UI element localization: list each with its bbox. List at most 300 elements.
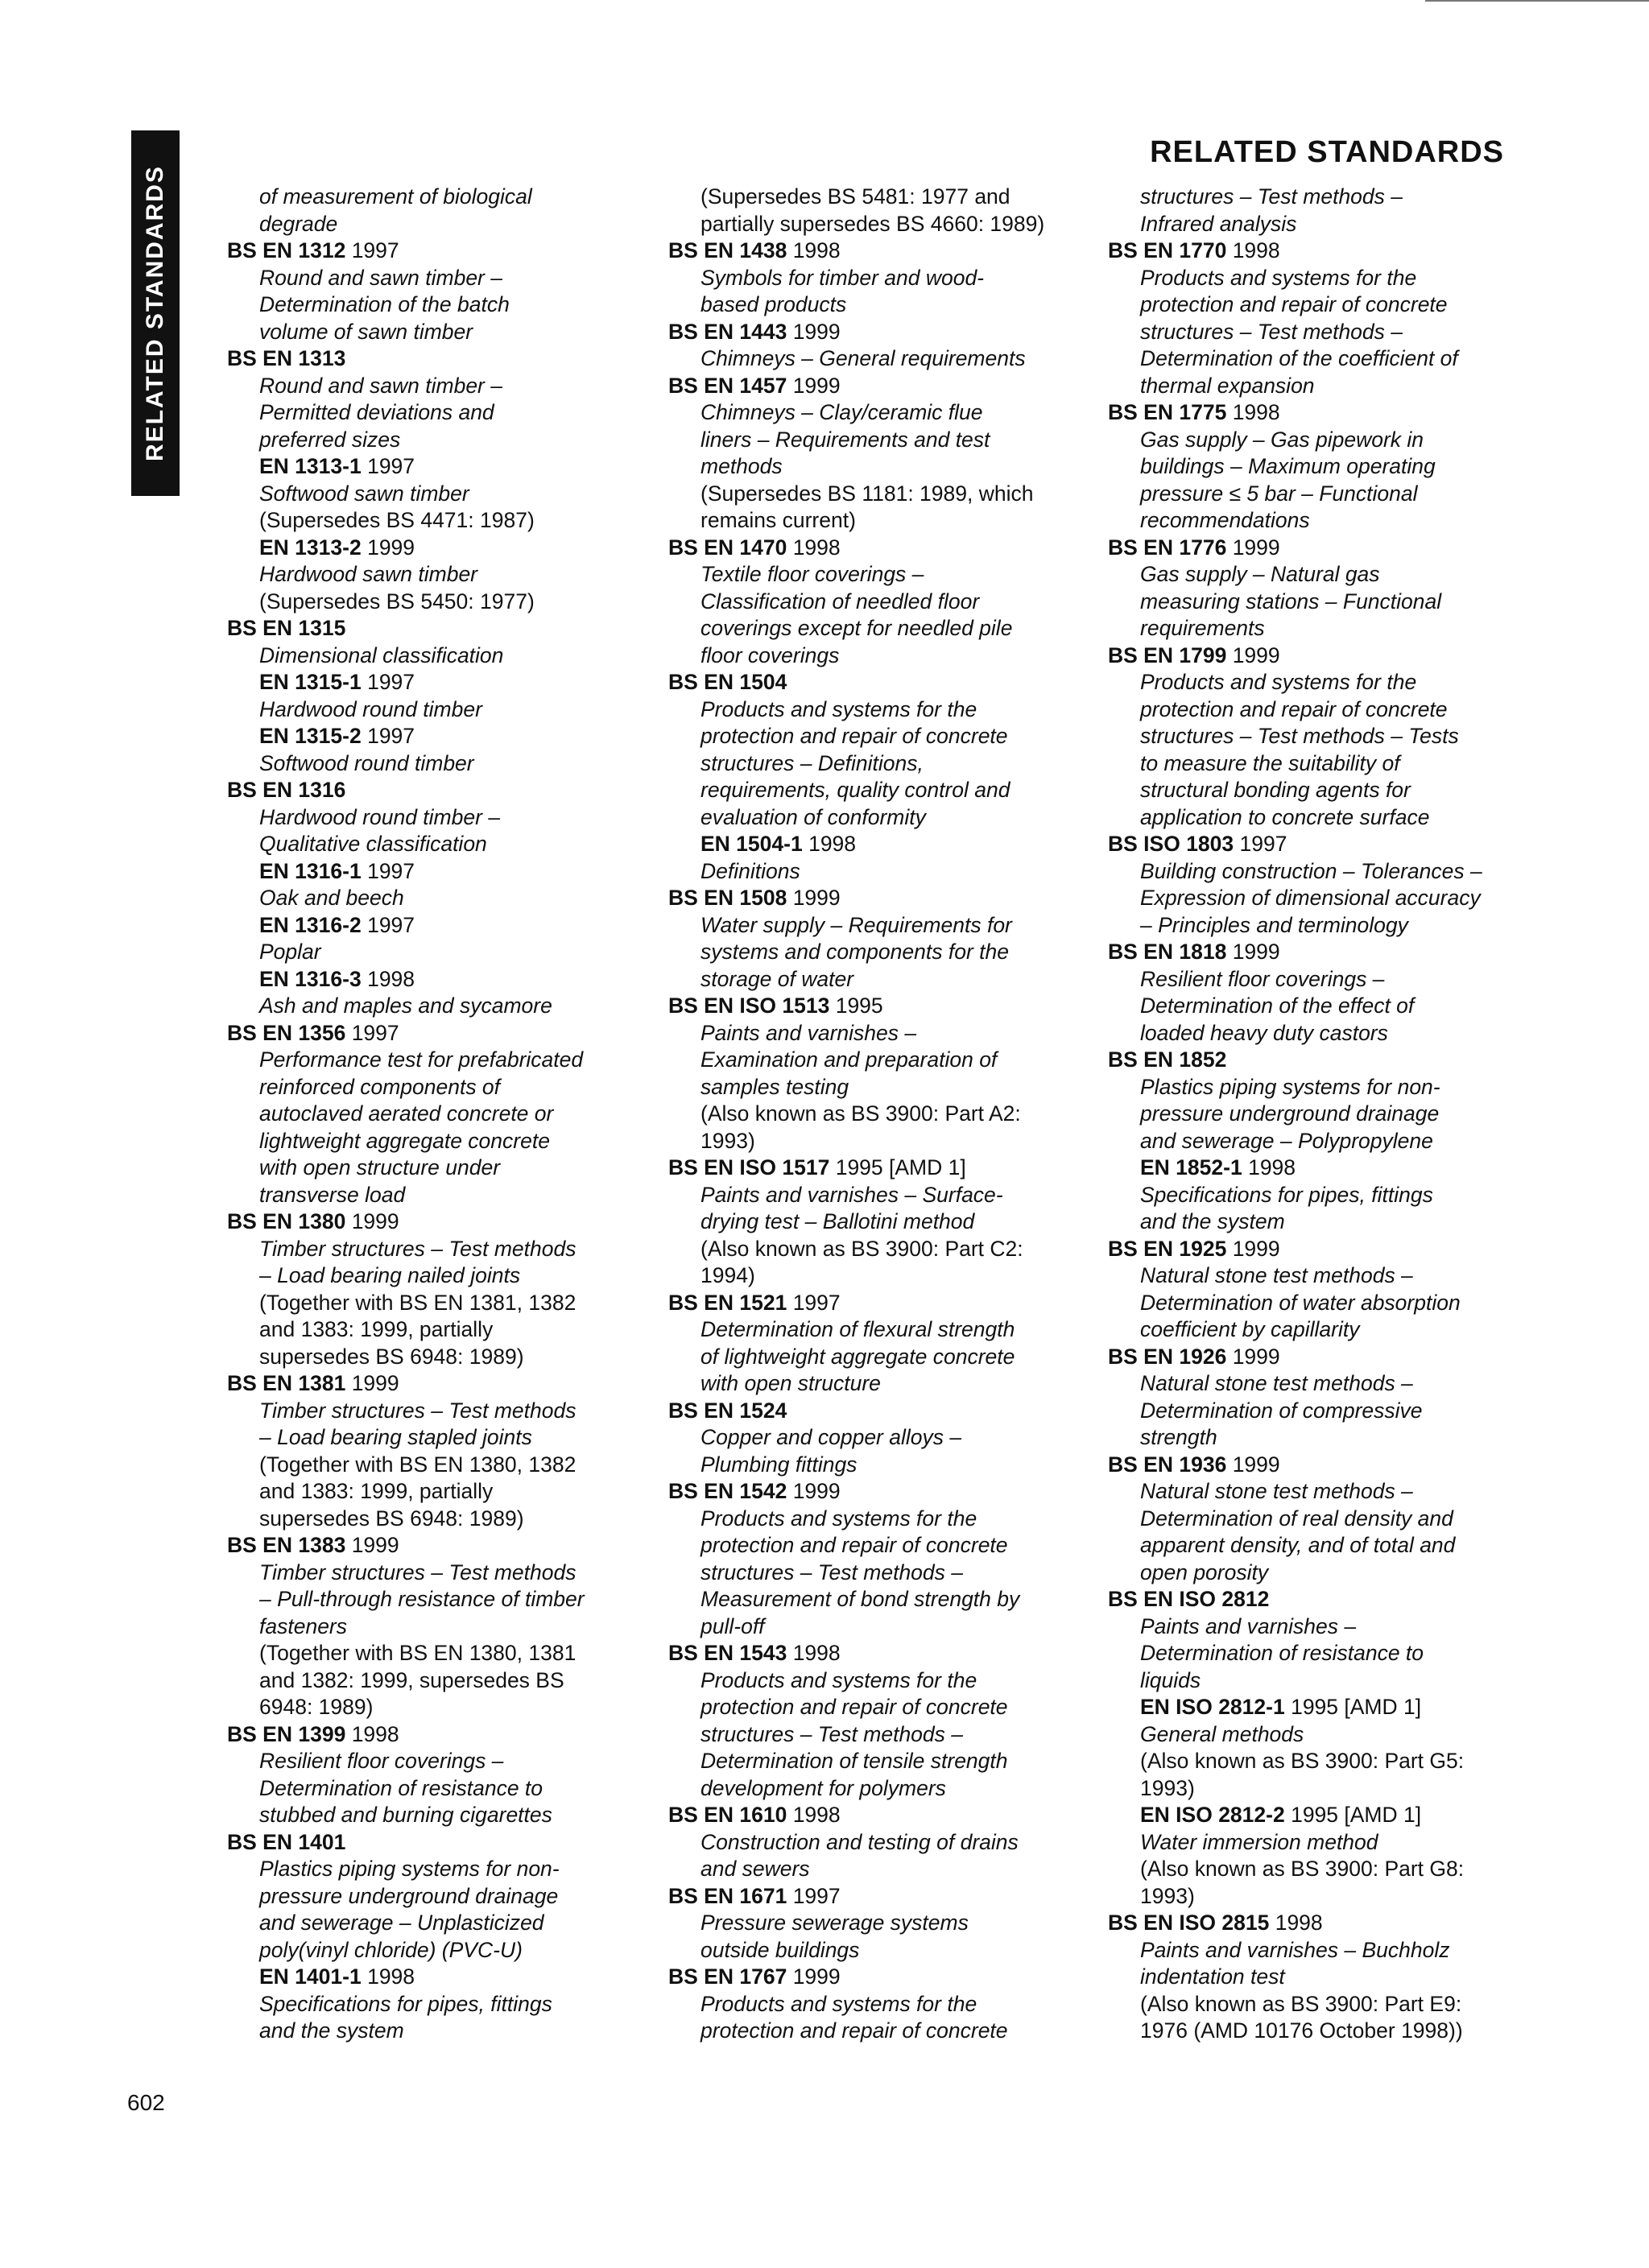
standard-description: Determination of the batch: [259, 292, 510, 316]
standard-description: Determination of flexural strength: [701, 1317, 1015, 1341]
standard-note: 1993): [701, 1128, 755, 1153]
standard-description: Determination of compressive: [1140, 1398, 1423, 1423]
standard-code: BS EN 1776: [1108, 535, 1227, 560]
standard-entry: [227, 1532, 654, 1560]
standard-description: Determination of water absorption: [1140, 1290, 1461, 1315]
standard-year: 1995: [835, 994, 883, 1018]
standard-description: liquids: [1140, 1667, 1201, 1692]
standard-code: BS EN 1399: [227, 1721, 346, 1746]
standard-description: structures – Test methods –: [701, 1560, 964, 1584]
standard-code: BS EN 1504: [668, 670, 787, 694]
standard-year: 1997: [351, 238, 399, 262]
standard-entry: [1108, 535, 1535, 562]
standard-description: Resilient floor coverings –: [1140, 966, 1385, 991]
standard-description: structural bonding agents for: [1140, 778, 1411, 802]
standard-description: protection and repair of concrete: [701, 2018, 1008, 2043]
standard-description: Natural stone test methods –: [1140, 1371, 1413, 1395]
standard-code: BS EN 1313: [227, 346, 346, 370]
standard-code: BS EN 1775: [1108, 400, 1227, 424]
standard-entry: [1108, 642, 1535, 670]
standard-part: [227, 669, 654, 696]
standard-note: (Also known as BS 3900: Part G5:: [1140, 1749, 1465, 1773]
standard-description: strength: [1140, 1425, 1217, 1449]
standard-entry: [227, 777, 654, 804]
standard-description: of measurement of biological: [259, 184, 532, 209]
standard-code: BS EN 1380: [227, 1209, 346, 1233]
standard-description: Determination of real density and: [1140, 1506, 1453, 1531]
standard-year: 1998: [808, 832, 857, 856]
standard-description: Gas supply – Gas pipework in: [1140, 427, 1424, 452]
standard-year: 1997: [351, 1020, 399, 1045]
standard-description: protection and repair of concrete: [701, 1533, 1008, 1557]
standard-code: EN 1315-1: [259, 670, 362, 694]
standard-entry: [668, 535, 1095, 562]
standard-description: pressure ≤ 5 bar – Functional: [1140, 481, 1418, 506]
standard-description: Examination and preparation of: [701, 1047, 998, 1072]
standard-note: (Also known as BS 3900: Part A2:: [701, 1101, 1021, 1126]
standard-description: and sewerage – Unplasticized: [259, 1911, 544, 1935]
standard-description: apparent density, and of total and: [1140, 1533, 1456, 1557]
column-3: [1108, 184, 1535, 2045]
standard-description: Resilient floor coverings –: [259, 1749, 504, 1773]
standard-code: EN 1401-1: [259, 1964, 362, 1989]
standard-part: [668, 831, 1095, 858]
standard-description: and sewerage – Polypropylene: [1140, 1128, 1433, 1153]
standard-description: and the system: [259, 2018, 404, 2043]
standard-note: 6948: 1989): [259, 1695, 374, 1719]
standard-code: EN ISO 2812-2: [1140, 1803, 1285, 1827]
standard-description: Products and systems for the: [701, 1506, 977, 1531]
standard-year: 1997: [367, 912, 415, 937]
standard-part: [227, 966, 654, 994]
standard-part: [227, 858, 654, 886]
standard-code: EN ISO 2812-1: [1140, 1695, 1285, 1719]
standard-description: Gas supply – Natural gas: [1140, 562, 1380, 586]
standard-description: Copper and copper alloys –: [701, 1425, 962, 1449]
standard-entry: [668, 885, 1095, 912]
standard-description: – Pull-through resistance of timber: [259, 1587, 585, 1611]
standard-description: liners – Requirements and test: [701, 427, 990, 452]
standard-description: transverse load: [259, 1182, 406, 1207]
standard-code: EN 1504-1: [701, 832, 803, 856]
standard-description: structures – Test methods – Tests: [1140, 724, 1459, 748]
standard-description: – Load bearing nailed joints: [259, 1263, 521, 1287]
standard-entry: [668, 373, 1095, 400]
standard-entry: [1108, 1236, 1535, 1263]
standard-year: 1998: [792, 238, 841, 262]
standard-description: Round and sawn timber –: [259, 265, 502, 290]
standard-description: Determination of the coefficient of: [1140, 346, 1458, 370]
standard-description: and sewers: [701, 1857, 810, 1881]
standard-description: stubbed and burning cigarettes: [259, 1803, 552, 1827]
standard-code: BS EN 1542: [668, 1479, 787, 1503]
page-number: 602: [127, 2090, 165, 2115]
standard-description: Water immersion method: [1140, 1829, 1378, 1854]
standard-entry: [227, 345, 654, 373]
standard-part: [1108, 1802, 1535, 1829]
standard-code: BS EN 1524: [668, 1398, 787, 1423]
standard-entry: [668, 993, 1095, 1020]
standard-entry: [668, 1155, 1095, 1182]
standard-description: methods: [701, 454, 783, 478]
standard-note: supersedes BS 6948: 1989): [259, 1344, 524, 1369]
standard-code: EN 1313-1: [259, 454, 362, 478]
standard-note: (Supersedes BS 5481: 1977 and: [701, 184, 1010, 209]
standard-code: EN 1316-3: [259, 966, 362, 991]
standard-description: buildings – Maximum operating: [1140, 454, 1436, 478]
standard-year: 1999: [1232, 1452, 1280, 1477]
running-head: RELATED STANDARDS: [1150, 135, 1504, 169]
standard-code: BS EN 1401: [227, 1829, 346, 1854]
standard-description: Paints and varnishes – Buchholz: [1140, 1937, 1450, 1962]
standard-code: BS EN 1767: [668, 1964, 787, 1989]
standard-description: Timber structures – Test methods: [259, 1236, 577, 1261]
standard-note: remains current): [701, 508, 856, 532]
standard-description: evaluation of conformity: [701, 804, 926, 829]
standard-entry: [668, 1802, 1095, 1829]
standard-description: Paints and varnishes –: [1140, 1613, 1357, 1638]
standard-description: requirements: [1140, 616, 1265, 640]
standard-description: requirements, quality control and: [701, 778, 1010, 802]
standard-year: 1999: [792, 1964, 841, 1989]
standard-year: 1999: [367, 535, 415, 560]
standard-description: Products and systems for the: [701, 1991, 977, 2016]
standard-description: pressure underground drainage: [1140, 1101, 1440, 1126]
standard-part: [227, 453, 654, 481]
standard-description: protection and repair of concrete: [1140, 696, 1448, 721]
standard-description: indentation test: [1140, 1964, 1285, 1989]
standard-year: 1998: [1275, 1911, 1323, 1935]
standard-description: open porosity: [1140, 1560, 1269, 1584]
standard-year: 1999: [351, 1209, 399, 1233]
standard-year: 1998: [1248, 1155, 1296, 1179]
standard-year: 1997: [367, 724, 415, 748]
top-rule: [1425, 0, 1649, 2]
standard-note: and 1383: 1999, partially: [259, 1317, 494, 1341]
standard-description: to measure the suitability of: [1140, 750, 1400, 775]
standard-code: EN 1316-1: [259, 858, 362, 883]
standard-year: 1995 [AMD 1]: [835, 1155, 966, 1179]
standard-entry: [227, 615, 654, 642]
standard-entry: [1108, 1452, 1535, 1479]
standard-year: 1997: [792, 1883, 841, 1908]
standard-code: BS EN ISO 2815: [1108, 1911, 1270, 1935]
standard-year: 1997: [367, 670, 415, 694]
standard-description: structures – Test methods –: [1140, 319, 1403, 344]
standard-description: fasteners: [259, 1613, 348, 1638]
standard-part: [227, 912, 654, 940]
standard-entry: [1108, 1910, 1535, 1937]
standard-year: 1997: [367, 858, 415, 883]
standard-note: (Supersedes BS 4471: 1987): [259, 508, 535, 532]
standard-description: and the system: [1140, 1209, 1285, 1233]
standard-note: (Also known as BS 3900: Part C2:: [701, 1236, 1023, 1261]
standard-year: 1999: [1232, 1344, 1280, 1369]
standard-description: Paints and varnishes –: [701, 1020, 917, 1045]
standard-entry: [668, 238, 1095, 265]
standard-part: [227, 723, 654, 750]
standard-code: BS EN 1799: [1108, 642, 1227, 667]
standard-description: measuring stations – Functional: [1140, 589, 1442, 613]
standard-year: 1999: [1232, 535, 1280, 560]
standard-description: Natural stone test methods –: [1140, 1263, 1413, 1287]
standard-year: 1997: [792, 1290, 841, 1315]
standard-code: EN 1852-1: [1140, 1155, 1242, 1179]
standard-description: Hardwood round timber –: [259, 804, 501, 829]
standard-code: BS EN 1438: [668, 238, 787, 262]
standard-code: BS EN 1521: [668, 1290, 787, 1315]
standard-code: BS EN 1508: [668, 886, 787, 910]
standard-description: Infrared analysis: [1140, 211, 1297, 236]
standard-entry: [668, 1478, 1095, 1506]
standard-entry: [1108, 939, 1535, 966]
standard-note: and 1383: 1999, partially: [259, 1479, 494, 1503]
standard-note: 1993): [1140, 1883, 1195, 1908]
standard-description: General methods: [1140, 1721, 1304, 1746]
standard-description: recommendations: [1140, 508, 1310, 532]
section-side-tab: [131, 130, 180, 496]
standard-code: BS EN 1315: [227, 616, 346, 640]
standard-description: Building construction – Tolerances –: [1140, 858, 1482, 883]
standard-code: BS EN ISO 2812: [1108, 1587, 1270, 1611]
standard-entry: [668, 1640, 1095, 1667]
standard-code: BS EN 1936: [1108, 1452, 1227, 1477]
standard-code: BS EN 1381: [227, 1371, 346, 1395]
standard-description: Construction and testing of drains: [701, 1829, 1019, 1854]
standard-description: Determination of resistance to: [1140, 1641, 1424, 1665]
standard-note: 1993): [1140, 1775, 1195, 1800]
standard-description: drying test – Ballotini method: [701, 1209, 975, 1233]
standard-entry: [227, 1721, 654, 1749]
standard-year: 1999: [792, 1479, 841, 1503]
standard-year: 1998: [367, 966, 415, 991]
standard-code: BS EN 1770: [1108, 238, 1227, 262]
standard-description: Dimensional classification: [259, 642, 504, 667]
standard-description: coverings except for needled pile: [701, 616, 1013, 640]
standard-description: Symbols for timber and wood-: [701, 265, 985, 290]
standard-description: Ash and maples and sycamore: [259, 994, 552, 1018]
standard-code: BS EN 1818: [1108, 940, 1227, 964]
standard-description: degrade: [259, 211, 338, 236]
standard-description: development for polymers: [701, 1775, 946, 1800]
standard-code: EN 1316-2: [259, 912, 362, 937]
standard-year: 1999: [792, 373, 841, 398]
standard-description: – Principles and terminology: [1140, 912, 1408, 937]
standard-description: poly(vinyl chloride) (PVC-U): [259, 1937, 523, 1962]
standard-description: lightweight aggregate concrete: [259, 1128, 550, 1153]
standard-code: BS EN 1457: [668, 373, 787, 398]
standard-description: Poplar: [259, 940, 321, 964]
standard-note: and 1382: 1999, supersedes BS: [259, 1667, 564, 1692]
standard-description: Performance test for prefabricated: [259, 1047, 584, 1072]
standard-entry: [668, 669, 1095, 696]
standard-description: Measurement of bond strength by: [701, 1587, 1020, 1611]
standard-year: 1999: [792, 886, 841, 910]
standard-year: 1999: [1232, 1236, 1280, 1261]
standard-description: Softwood sawn timber: [259, 481, 469, 506]
standard-description: systems and components for the: [701, 940, 1009, 964]
standard-year: 1999: [792, 319, 841, 344]
standard-description: Products and systems for the: [701, 1667, 977, 1692]
standard-description: Pressure sewerage systems: [701, 1911, 969, 1935]
standard-entry: [1108, 1344, 1535, 1371]
standard-description: application to concrete surface: [1140, 804, 1430, 829]
standard-description: Expression of dimensional accuracy: [1140, 886, 1481, 910]
standard-code: EN 1313-2: [259, 535, 362, 560]
standard-description: based products: [701, 292, 847, 316]
standard-entry: [1108, 831, 1535, 858]
standard-description: Specifications for pipes, fittings: [259, 1991, 552, 2016]
standard-entry: [668, 1290, 1095, 1317]
standard-code: BS EN 1356: [227, 1020, 346, 1045]
standard-entry: [227, 1829, 654, 1857]
standard-description: Products and systems for the: [1140, 265, 1417, 290]
standard-code: BS EN ISO 1513: [668, 994, 830, 1018]
standard-description: protection and repair of concrete: [701, 1695, 1008, 1719]
standard-description: Products and systems for the: [701, 696, 977, 721]
standard-description: pressure underground drainage: [259, 1883, 559, 1908]
standard-description: structures – Test methods –: [701, 1721, 964, 1746]
standard-description: Softwood round timber: [259, 750, 474, 775]
standard-description: Round and sawn timber –: [259, 373, 502, 398]
standard-year: 1997: [367, 454, 415, 478]
standard-description: loaded heavy duty castors: [1140, 1020, 1388, 1045]
standard-year: 1998: [367, 1964, 415, 1989]
standard-description: Chimneys – Clay/ceramic flue: [701, 400, 983, 424]
standard-description: with open structure: [701, 1371, 881, 1395]
standard-description: storage of water: [701, 966, 854, 991]
standard-description: Classification of needled floor: [701, 589, 980, 613]
standard-entry: [668, 1964, 1095, 1991]
standard-description: Determination of resistance to: [259, 1775, 543, 1800]
standard-description: outside buildings: [701, 1937, 860, 1962]
column-2: [668, 184, 1095, 2045]
standard-note: (Supersedes BS 5450: 1977): [259, 589, 535, 613]
standard-note: supersedes BS 6948: 1989): [259, 1506, 524, 1531]
standard-note: (Supersedes BS 1181: 1989, which: [701, 481, 1034, 506]
standard-description: Water supply – Requirements for: [701, 912, 1012, 937]
standard-code: BS EN 1543: [668, 1641, 787, 1665]
standard-code: BS EN 1671: [668, 1883, 787, 1908]
standard-year: 1998: [1232, 400, 1280, 424]
standard-year: 1997: [1239, 832, 1287, 856]
standard-description: samples testing: [701, 1074, 849, 1099]
standard-description: autoclaved aerated concrete or: [259, 1101, 554, 1126]
standard-description: Determination of the effect of: [1140, 994, 1415, 1018]
standard-description: volume of sawn timber: [259, 319, 473, 344]
standard-description: Permitted deviations and: [259, 400, 494, 424]
standard-description: Plastics piping systems for non-: [259, 1857, 560, 1881]
standard-description: Textile floor coverings –: [701, 562, 924, 586]
standard-entry: [227, 238, 654, 265]
standard-description: Hardwood round timber: [259, 696, 482, 721]
standard-entry: [227, 1020, 654, 1047]
standard-note: (Together with BS EN 1380, 1382: [259, 1452, 577, 1477]
standard-entry: [227, 1370, 654, 1398]
standard-year: 1998: [792, 1803, 841, 1827]
standard-description: protection and repair of concrete: [1140, 292, 1448, 316]
standard-entry: [1108, 1586, 1535, 1613]
standard-description: Specifications for pipes, fittings: [1140, 1182, 1433, 1207]
standard-description: of lightweight aggregate concrete: [701, 1344, 1015, 1369]
standard-description: Definitions: [701, 858, 800, 883]
standard-note: (Also known as BS 3900: Part E9:: [1140, 1991, 1462, 2016]
standard-description: structures – Definitions,: [701, 750, 924, 775]
standard-code: BS EN 1852: [1108, 1047, 1227, 1072]
standard-description: Products and systems for the: [1140, 670, 1417, 694]
standard-year: 1995 [AMD 1]: [1291, 1803, 1422, 1827]
standard-code: BS EN 1316: [227, 778, 346, 802]
standard-note: 1976 (AMD 10176 October 1998)): [1140, 2018, 1463, 2043]
standard-code: EN 1315-2: [259, 724, 362, 748]
standard-entry: [227, 1208, 654, 1236]
standard-part: [1108, 1694, 1535, 1721]
standard-description: Timber structures – Test methods: [259, 1398, 577, 1423]
standard-description: Paints and varnishes – Surface-: [701, 1182, 1003, 1207]
standard-year: 1998: [351, 1721, 399, 1746]
standard-code: BS ISO 1803: [1108, 832, 1234, 856]
standard-year: 1995 [AMD 1]: [1291, 1695, 1422, 1719]
standard-entry: [668, 1398, 1095, 1425]
standard-description: coefficient by capillarity: [1140, 1317, 1360, 1341]
standard-code: BS EN 1312: [227, 238, 346, 262]
standard-year: 1998: [792, 535, 841, 560]
standard-code: BS EN 1443: [668, 319, 787, 344]
standard-code: BS EN 1610: [668, 1803, 787, 1827]
standard-description: pull-off: [701, 1613, 765, 1638]
standard-note: partially supersedes BS 4660: 1989): [701, 211, 1045, 236]
standard-description: Natural stone test methods –: [1140, 1479, 1413, 1503]
standard-part: [227, 1964, 654, 1991]
standard-description: protection and repair of concrete: [701, 724, 1008, 748]
standard-description: Plumbing fittings: [701, 1452, 858, 1477]
side-tab-label: RELATED STANDARDS: [142, 165, 168, 461]
standard-year: 1999: [1232, 642, 1280, 667]
standard-note: (Together with BS EN 1380, 1381: [259, 1641, 577, 1665]
standard-entry: [668, 319, 1095, 346]
standard-description: Qualitative classification: [259, 832, 487, 856]
standard-year: 1999: [1232, 940, 1280, 964]
standard-code: BS EN 1383: [227, 1533, 346, 1557]
standard-year: 1998: [1232, 238, 1280, 262]
column-1: [227, 184, 654, 2045]
standard-description: Chimneys – General requirements: [701, 346, 1026, 370]
standard-description: preferred sizes: [259, 427, 401, 452]
standard-description: floor coverings: [701, 642, 840, 667]
standard-description: Timber structures – Test methods: [259, 1560, 577, 1584]
standard-description: reinforced components of: [259, 1074, 501, 1099]
standard-part: [227, 535, 654, 562]
standard-description: – Load bearing stapled joints: [259, 1425, 532, 1449]
standard-year: 1998: [792, 1641, 841, 1665]
standard-description: Plastics piping systems for non-: [1140, 1074, 1440, 1099]
standard-description: thermal expansion: [1140, 373, 1315, 398]
standard-note: 1994): [701, 1263, 755, 1287]
standard-part: [1108, 1155, 1535, 1182]
standard-description: Hardwood sawn timber: [259, 562, 478, 586]
standard-code: BS EN 1925: [1108, 1236, 1227, 1261]
standard-note: (Together with BS EN 1381, 1382: [259, 1290, 577, 1315]
standard-description: Determination of tensile strength: [701, 1749, 1008, 1773]
standard-code: BS EN ISO 1517: [668, 1155, 830, 1179]
standard-entry: [1108, 399, 1535, 427]
standard-entry: [668, 1883, 1095, 1911]
standard-code: BS EN 1926: [1108, 1344, 1227, 1369]
standard-year: 1999: [351, 1371, 399, 1395]
standard-note: (Also known as BS 3900: Part G8:: [1140, 1857, 1465, 1881]
standard-year: 1999: [351, 1533, 399, 1557]
standard-code: BS EN 1470: [668, 535, 787, 560]
